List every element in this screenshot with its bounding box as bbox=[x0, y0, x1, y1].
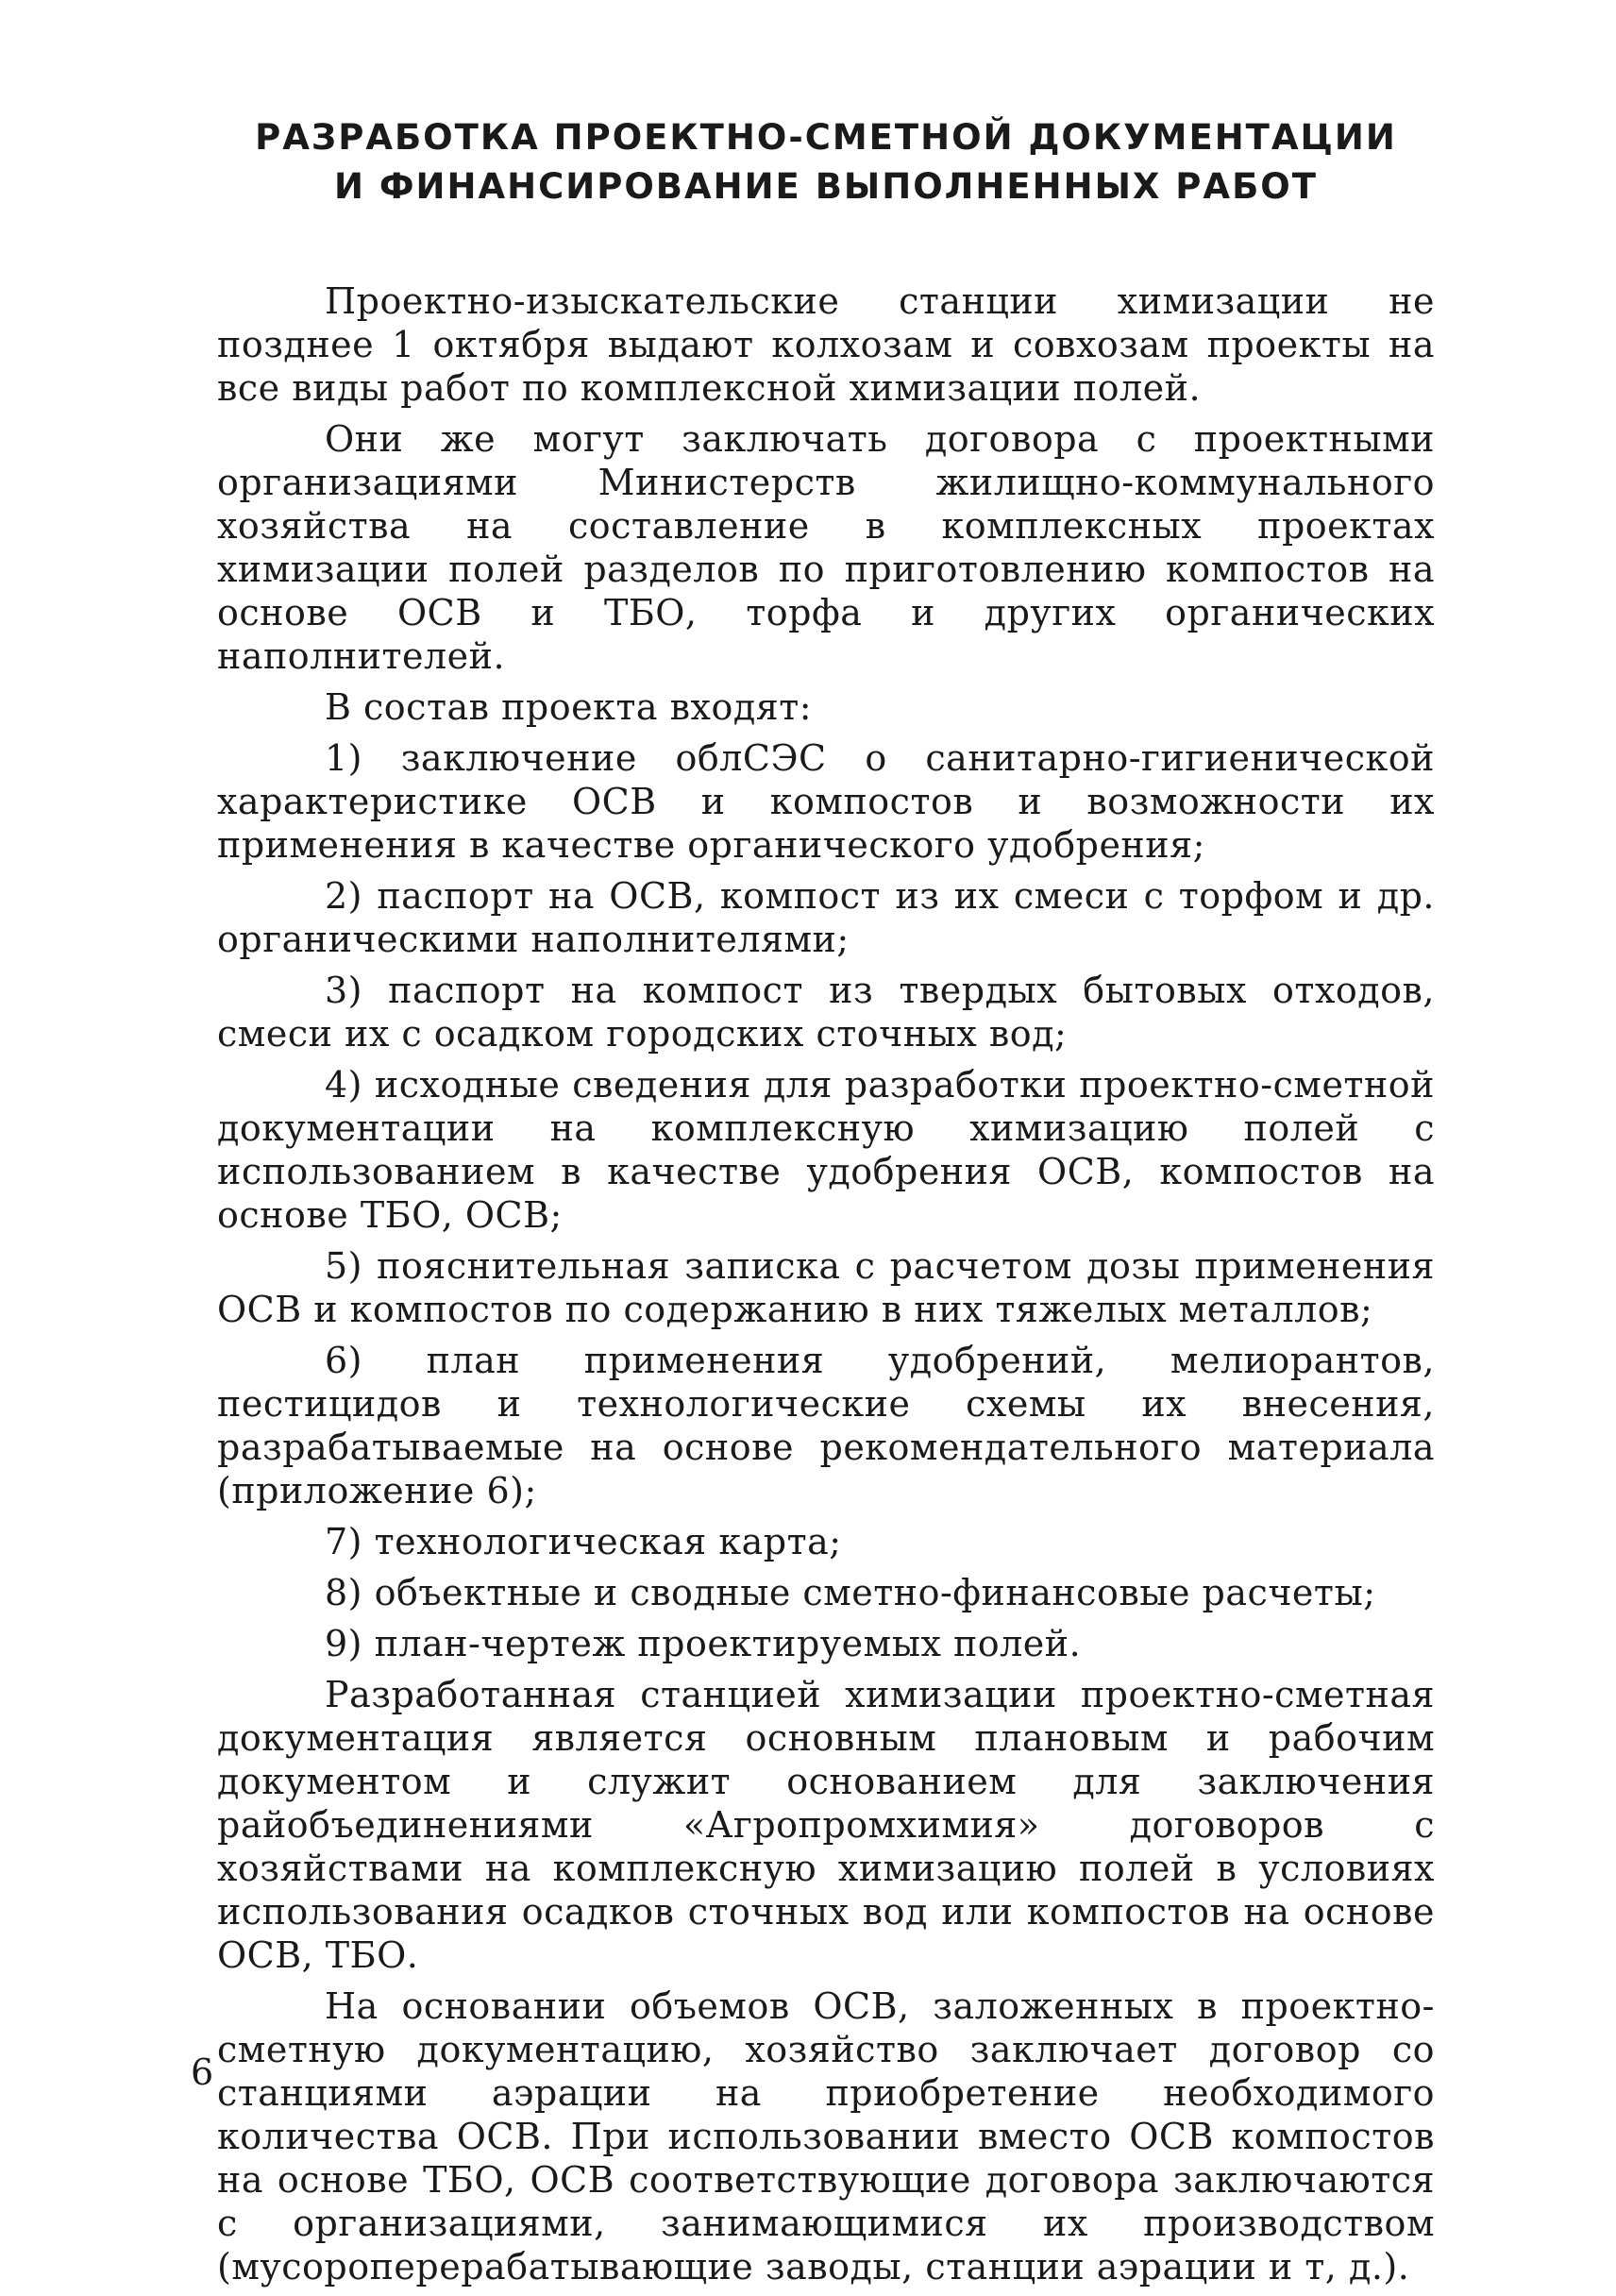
heading-line-1: РАЗРАБОТКА ПРОЕКТНО-СМЕТНОЙ ДОКУМЕНТАЦИИ bbox=[255, 117, 1397, 158]
list-item-7: 7) технологическая карта; bbox=[325, 1521, 842, 1562]
list-item-8: 8) объектные и сводные сметно-финансовые расчеты; bbox=[325, 1572, 1376, 1613]
page-number: 6 bbox=[191, 2051, 214, 2093]
paragraph-5: На основании объемов ОСВ, заложенных в проектно-сметную документацию, хозяйство заключает договор со станциями аэрации на приобретение необходимого количества ОСВ. При использовании вместо ОСВ компостов на основе ТБО, ОСВ соответствующие договора заключаются с организациями, занимающимися их производством (мусороперерабатывающие заводы, станции аэрации и т, д.). bbox=[217, 1985, 1435, 2288]
list-item-3: 3) паспорт на компост из твердых бытовых отходов, смеси их с осадком городских сточных вод; bbox=[217, 970, 1435, 1055]
paragraph-4: Разработанная станцией химизации проектно-сметная документация является основным плановым и рабочим документом и служит основанием для заключения райобъединениями «Агропромхимия» договоров с хозяйствами на комплексную химизацию полей в условиях использования осадков сточных вод или компостов на основе ОСВ, ТБО. bbox=[217, 1674, 1435, 1976]
heading-line-2: И ФИНАНСИРОВАНИЕ ВЫПОЛНЕННЫХ РАБОТ bbox=[334, 166, 1318, 207]
list-item-9: 9) план-чертеж проектируемых полей. bbox=[325, 1623, 1082, 1664]
list-item-2: 2) паспорт на ОСВ, компост из их смеси с торфом и др. органическими наполнителями; bbox=[217, 875, 1435, 960]
paragraph-3: В состав проекта входят: bbox=[325, 686, 813, 728]
list-item-6: 6) план применения удобрений, мелиорантов, пестицидов и технологические схемы их внесения, разрабатываемые на основе рекомендательного материала (приложение 6); bbox=[217, 1340, 1435, 1511]
section-heading bbox=[217, 113, 1435, 211]
paragraph-2: Они же могут заключать договора с проектными организациями Министерств жилищно-коммунального хозяйства на составление в комплексных проектах химизации полей разделов по приготовлению компостов на основе ОСВ и ТБО, торфа и других органических наполнителей. bbox=[217, 418, 1435, 677]
paragraph-1: Проектно-изыскательские станции химизации не позднее 1 октября выдают колхозам и совхозам проекты на все виды работ по комплексной химизации полей. bbox=[217, 280, 1435, 409]
document-page bbox=[217, 113, 1435, 2296]
list-item-4: 4) исходные сведения для разработки проектно-сметной документации на комплексную химизацию полей с использованием в качестве удобрения ОСВ, компостов на основе ТБО, ОСВ; bbox=[217, 1064, 1435, 1236]
list-item-1: 1) заключение облСЭС о санитарно-гигиенической характеристике ОСВ и компостов и возможности их применения в качестве органического удобрения; bbox=[217, 737, 1435, 866]
list-item-5: 5) пояснительная записка с расчетом дозы применения ОСВ и компостов по содержанию в них тяжелых металлов; bbox=[217, 1245, 1435, 1330]
